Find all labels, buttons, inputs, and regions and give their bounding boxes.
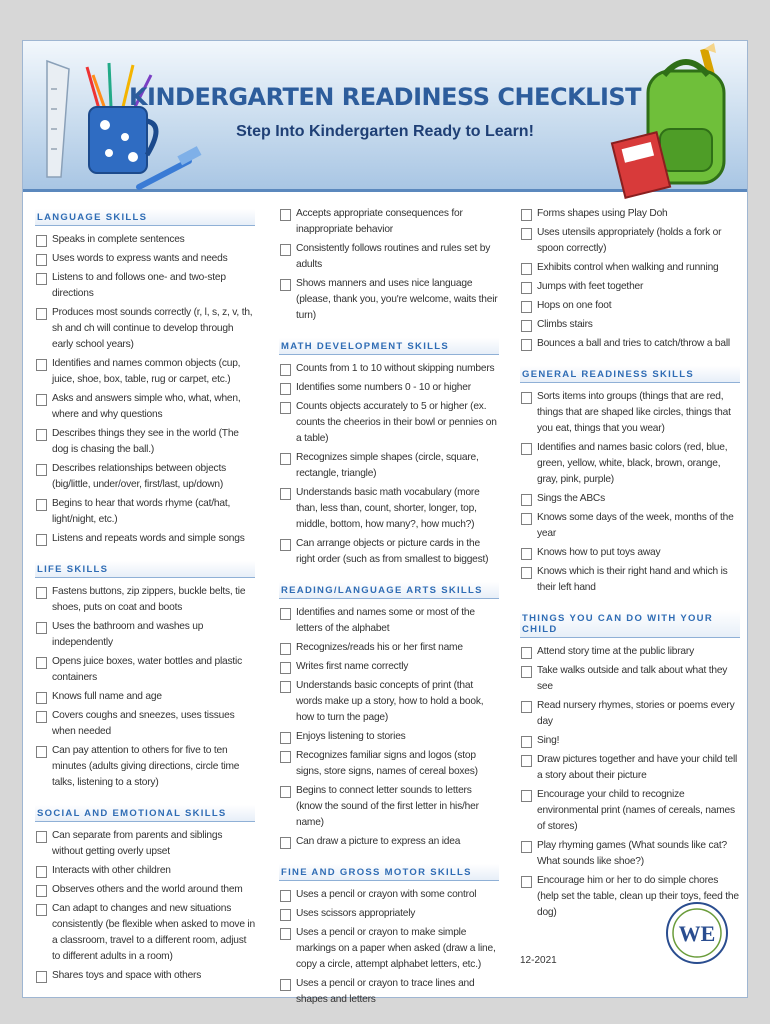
checkbox[interactable] xyxy=(521,647,532,659)
section-heading-things: THINGS YOU CAN DO WITH YOUR CHILD xyxy=(520,610,740,638)
checklist-social xyxy=(35,828,255,984)
checkbox[interactable] xyxy=(36,971,47,983)
checklist-item xyxy=(35,270,255,302)
checklist-item xyxy=(279,748,499,780)
checklist-item-text: Consistently follows routines and rules set by adults xyxy=(296,243,491,270)
checkbox[interactable] xyxy=(521,701,532,713)
header-banner xyxy=(23,41,747,192)
checklist-item-text: Enjoys listening to stories xyxy=(296,731,406,742)
checklist-item xyxy=(520,545,740,561)
checkbox[interactable] xyxy=(521,443,532,455)
checklist-item-text: Recognizes familiar signs and logos (stop signs, store signs, names of cereal boxes) xyxy=(296,750,478,777)
checklist-item xyxy=(279,605,499,637)
column-middle xyxy=(279,206,499,1011)
checklist-item-text: Can adapt to changes and new situations consistently (be flexible when asked to move in a classroom, travel to a different room, adjust to different adults in a room) xyxy=(52,903,255,962)
checklist-reading xyxy=(279,605,499,850)
checklist-item-text: Covers coughs and sneezes, uses tissues when needed xyxy=(52,710,235,737)
column-right xyxy=(520,206,740,924)
checklist-item-text: Can separate from parents and siblings without getting overly upset xyxy=(52,830,223,857)
checklist-item xyxy=(520,279,740,295)
checklist-item xyxy=(520,787,740,835)
checklist-item xyxy=(520,698,740,730)
checklist-item xyxy=(520,298,740,314)
checklist-item xyxy=(35,968,255,984)
checklist-math xyxy=(279,361,499,568)
checkbox[interactable] xyxy=(521,876,532,888)
checklist-item xyxy=(35,426,255,458)
checklist-item-text: Describes things they see in the world (The dog is chasing the ball.) xyxy=(52,428,239,455)
school-supplies-illustration xyxy=(29,49,209,189)
checkbox[interactable] xyxy=(521,790,532,802)
checklist-item xyxy=(520,260,740,276)
checklist-item-text: Exhibits control when walking and running xyxy=(537,262,719,273)
checkbox[interactable] xyxy=(521,301,532,313)
checkbox[interactable] xyxy=(280,279,291,291)
checklist-item-text: Uses a pencil or crayon with some control xyxy=(296,889,477,900)
checklist-item xyxy=(35,584,255,616)
backpack-illustration xyxy=(608,41,744,201)
checklist-item-text: Observes others and the world around them xyxy=(52,884,243,895)
checkbox[interactable] xyxy=(280,643,291,655)
checklist-item xyxy=(520,510,740,542)
checklist-item xyxy=(279,206,499,238)
checkbox[interactable] xyxy=(280,539,291,551)
checkbox[interactable] xyxy=(36,657,47,669)
checklist-item-text: Bounces a ball and tries to catch/throw a ball xyxy=(537,338,730,349)
checklist-item xyxy=(279,834,499,850)
checklist-item xyxy=(35,882,255,898)
checkbox[interactable] xyxy=(36,308,47,320)
checkbox[interactable] xyxy=(36,885,47,897)
checklist-item-text: Uses the bathroom and washes up independently xyxy=(52,621,204,648)
checklist-item xyxy=(35,251,255,267)
checklist-item-text: Recognizes simple shapes (circle, square, rectangle, triangle) xyxy=(296,452,479,479)
checkbox[interactable] xyxy=(280,786,291,798)
checklist-item xyxy=(279,380,499,396)
checklist-item xyxy=(35,305,255,353)
checklist-item-text: Identifies some numbers 0 - 10 or higher xyxy=(296,382,471,393)
checkbox[interactable] xyxy=(36,831,47,843)
checkbox[interactable] xyxy=(280,751,291,763)
checkbox[interactable] xyxy=(280,732,291,744)
checklist-item-text: Speaks in complete sentences xyxy=(52,234,185,245)
checkbox[interactable] xyxy=(280,364,291,376)
checkbox[interactable] xyxy=(36,394,47,406)
checkbox[interactable] xyxy=(36,534,47,546)
checklist-item-text: Listens to and follows one- and two-step directions xyxy=(52,272,226,299)
checklist-item-text: Begins to hear that words rhyme (cat/hat, light/night, etc.) xyxy=(52,498,231,525)
checkbox[interactable] xyxy=(36,692,47,704)
checklist-item xyxy=(35,689,255,705)
checklist-item-text: Counts objects accurately to 5 or higher (ex. counts the cheerios in their bowl or pennies on a table) xyxy=(296,401,497,444)
checklist-item xyxy=(279,887,499,903)
checklist-item-text: Can pay attention to others for five to ten minutes (adults giving directions, circle time talks, listening to a story) xyxy=(52,745,240,788)
checklist-item-text: Describes relationships between objects (big/little, under/over, first/last, up/down) xyxy=(52,463,226,490)
checklist-item xyxy=(520,752,740,784)
checklist-item xyxy=(520,733,740,749)
checklist-item-text: Counts from 1 to 10 without skipping numbers xyxy=(296,363,495,374)
checkbox[interactable] xyxy=(280,488,291,500)
checklist-item xyxy=(279,241,499,273)
checklist-item xyxy=(279,450,499,482)
checklist-item-text: Attend story time at the public library xyxy=(537,646,694,657)
section-heading-motor: FINE AND GROSS MOTOR SKILLS xyxy=(279,864,499,881)
checklist-item-text: Shows manners and uses nice language (please, thank you, you're welcome, waits their turn) xyxy=(296,278,498,321)
checklist-item-text: Forms shapes using Play Doh xyxy=(537,208,668,219)
checklist-item-text: Begins to connect letter sounds to letters (know the sound of the first letter in his/her name) xyxy=(296,785,479,828)
page-title: KINDERGARTEN READINESS CHECKLIST xyxy=(128,83,642,111)
checklist-item-text: Identifies and names basic colors (red, blue, green, yellow, white, black, brown, orange, gray, pink, purple) xyxy=(537,442,728,485)
checkbox[interactable] xyxy=(280,608,291,620)
section-heading-reading: READING/LANGUAGE ARTS SKILLS xyxy=(279,582,499,599)
checkbox[interactable] xyxy=(36,904,47,916)
checkbox[interactable] xyxy=(36,499,47,511)
checkbox[interactable] xyxy=(36,359,47,371)
checklist-item-text: Recognizes/reads his or her first name xyxy=(296,642,463,653)
checkbox[interactable] xyxy=(521,228,532,240)
checkbox[interactable] xyxy=(280,979,291,991)
checklist-life xyxy=(35,584,255,791)
checklist-item-text: Hops on one foot xyxy=(537,300,612,311)
checklist-item xyxy=(35,232,255,248)
checkbox[interactable] xyxy=(280,383,291,395)
checklist-item xyxy=(35,901,255,965)
checklist-item-text: Knows which is their right hand and which is their left hand xyxy=(537,566,728,593)
checklist-item-text: Understands basic math vocabulary (more than, less than, count, shorter, longer, top, middle, bottom, how many?, how much?) xyxy=(296,487,480,530)
checkbox[interactable] xyxy=(280,244,291,256)
checkbox[interactable] xyxy=(36,746,47,758)
checklist-item-text: Interacts with other children xyxy=(52,865,171,876)
checkbox[interactable] xyxy=(36,587,47,599)
checklist-item-text: Identifies and names some or most of the letters of the alphabet xyxy=(296,607,475,634)
checkbox[interactable] xyxy=(521,755,532,767)
checklist-item xyxy=(35,531,255,547)
checkbox[interactable] xyxy=(36,622,47,634)
checklist-item-text: Play rhyming games (What sounds like cat? What sounds like shoe?) xyxy=(537,840,727,867)
checklist-item-text: Opens juice boxes, water bottles and plastic containers xyxy=(52,656,242,683)
checklist-item-text: Uses a pencil or crayon to trace lines and shapes and letters xyxy=(296,978,475,1005)
checkbox[interactable] xyxy=(280,402,291,414)
checklist-item-text: Draw pictures together and have your child tell a story about their picture xyxy=(537,754,738,781)
checklist-item-text: Can draw a picture to express an idea xyxy=(296,836,461,847)
checklist-item-text: Sings the ABCs xyxy=(537,493,605,504)
checkbox[interactable] xyxy=(36,464,47,476)
checklist-item-text: Writes first name correctly xyxy=(296,661,409,672)
checkbox[interactable] xyxy=(36,235,47,247)
checklist-item-text: Uses utensils appropriately (holds a fork or spoon correctly) xyxy=(537,227,722,254)
checklist-item-text: Jumps with feet together xyxy=(537,281,644,292)
checkbox[interactable] xyxy=(521,263,532,275)
checkbox[interactable] xyxy=(521,494,532,506)
checklist-item xyxy=(520,336,740,352)
checklist-item-text: Knows how to put toys away xyxy=(537,547,661,558)
checklist-item xyxy=(35,828,255,860)
checklist-item-text: Encourage your child to recognize environmental print (names of cereals, names of stores) xyxy=(537,789,735,832)
checklist-item xyxy=(520,317,740,333)
checklist-item-text: Accepts appropriate consequences for inappropriate behavior xyxy=(296,208,463,235)
checklist-item-text: Understands basic concepts of print (that words make up a story, how to hold a book, how to turn the page) xyxy=(296,680,484,723)
checkbox[interactable] xyxy=(280,909,291,921)
checklist-item xyxy=(35,391,255,423)
checklist-item-text: Identifies and names common objects (cup, juice, shoe, box, table, rug or carpet, etc.) xyxy=(52,358,241,385)
checkbox[interactable] xyxy=(36,429,47,441)
checklist-item xyxy=(279,906,499,922)
checkbox[interactable] xyxy=(280,681,291,693)
organization-logo xyxy=(665,893,729,975)
checklist-item xyxy=(279,485,499,533)
checklist-item-text: Listens and repeats words and simple songs xyxy=(52,533,245,544)
revision-date: 12-2021 xyxy=(520,955,557,966)
checklist-item-text: Knows some days of the week, months of the year xyxy=(537,512,734,539)
checkbox[interactable] xyxy=(521,548,532,560)
checklist-item xyxy=(279,976,499,1008)
checklist-item xyxy=(35,863,255,879)
checklist-item xyxy=(279,783,499,831)
checklist-item xyxy=(279,361,499,377)
checklist-language xyxy=(35,232,255,547)
checklist-item xyxy=(279,536,499,568)
checklist-item-text: Uses scissors appropriately xyxy=(296,908,416,919)
checklist-item xyxy=(520,663,740,695)
checklist-item-text: Produces most sounds correctly (r, l, s, z, v, th, sh and ch will continue to develop through early school years) xyxy=(52,307,253,350)
checkbox[interactable] xyxy=(36,254,47,266)
checklist-item-text: Sing! xyxy=(537,735,560,746)
checklist-item xyxy=(35,496,255,528)
checklist-item-text: Uses words to express wants and needs xyxy=(52,253,228,264)
checkbox[interactable] xyxy=(521,209,532,221)
checklist-item xyxy=(35,708,255,740)
checkbox[interactable] xyxy=(280,890,291,902)
checklist-page xyxy=(22,40,748,1005)
checklist-item xyxy=(520,644,740,660)
checklist-item xyxy=(520,838,740,870)
checkbox[interactable] xyxy=(521,841,532,853)
checklist-item xyxy=(279,399,499,447)
checklist-item xyxy=(35,356,255,388)
page-subtitle: Step Into Kindergarten Ready to Learn! xyxy=(236,123,534,140)
checklist-item xyxy=(35,619,255,651)
checkbox[interactable] xyxy=(521,339,532,351)
checklist-item xyxy=(279,729,499,745)
checklist-social-continued xyxy=(279,206,499,324)
checklist-motor xyxy=(279,887,499,1008)
checkbox[interactable] xyxy=(521,320,532,332)
checkbox[interactable] xyxy=(521,666,532,678)
logo-lettering: WE xyxy=(678,921,716,946)
checklist-item xyxy=(520,225,740,257)
checklist-item xyxy=(520,206,740,222)
checkbox[interactable] xyxy=(280,837,291,849)
section-heading-general: GENERAL READINESS SKILLS xyxy=(520,366,740,383)
checklist-item xyxy=(520,491,740,507)
checklist-item-text: Read nursery rhymes, stories or poems every day xyxy=(537,700,735,727)
checklist-item xyxy=(279,678,499,726)
checklist-item xyxy=(520,440,740,488)
checklist-item-text: Knows full name and age xyxy=(52,691,162,702)
checklist-item-text: Take walks outside and talk about what they see xyxy=(537,665,728,692)
checklist-item-text: Shares toys and space with others xyxy=(52,970,202,981)
checklist-item xyxy=(520,389,740,437)
checklist-item xyxy=(279,925,499,973)
checkbox[interactable] xyxy=(36,711,47,723)
checkbox[interactable] xyxy=(280,928,291,940)
checklist-item xyxy=(35,743,255,791)
checklist-item-text: Sorts items into groups (things that are red, things that are shaped like circles, things that you eat, things that you wear) xyxy=(537,391,731,434)
checkbox[interactable] xyxy=(36,273,47,285)
checkbox[interactable] xyxy=(36,866,47,878)
checklist-general xyxy=(520,389,740,596)
checklist-item xyxy=(520,564,740,596)
checklist-motor-continued xyxy=(520,206,740,352)
section-heading-social: SOCIAL AND EMOTIONAL SKILLS xyxy=(35,805,255,822)
checkbox[interactable] xyxy=(521,513,532,525)
checklist-item-text: Encourage him or her to do simple chores (help set the table, clean up their toys, feed the dog) xyxy=(537,875,739,918)
checkbox[interactable] xyxy=(521,392,532,404)
checklist-item-text: Can arrange objects or picture cards in the right order (such as from smallest to biggest) xyxy=(296,538,489,565)
checkbox[interactable] xyxy=(280,453,291,465)
checklist-things xyxy=(520,644,740,921)
checklist-item-text: Climbs stairs xyxy=(537,319,593,330)
checkbox[interactable] xyxy=(280,662,291,674)
checkbox[interactable] xyxy=(521,282,532,294)
checkbox[interactable] xyxy=(521,736,532,748)
section-heading-life: LIFE SKILLS xyxy=(35,561,255,578)
checklist-item xyxy=(35,461,255,493)
checklist-item-text: Uses a pencil or crayon to make simple markings on a paper when asked (draw a line, copy a circle, attempt alphabet letters, etc.) xyxy=(296,927,496,970)
column-left xyxy=(35,205,255,987)
section-heading-language: LANGUAGE SKILLS xyxy=(35,209,255,226)
checklist-item-text: Asks and answers simple who, what, when, where and why questions xyxy=(52,393,241,420)
checkbox[interactable] xyxy=(521,567,532,579)
checklist-item-text: Fastens buttons, zip zippers, buckle belts, tie shoes, puts on coat and boots xyxy=(52,586,246,613)
checklist-item xyxy=(279,659,499,675)
checklist-item xyxy=(279,276,499,324)
checkbox[interactable] xyxy=(280,209,291,221)
section-heading-math: MATH DEVELOPMENT SKILLS xyxy=(279,338,499,355)
checklist-item xyxy=(279,640,499,656)
checklist-item xyxy=(35,654,255,686)
